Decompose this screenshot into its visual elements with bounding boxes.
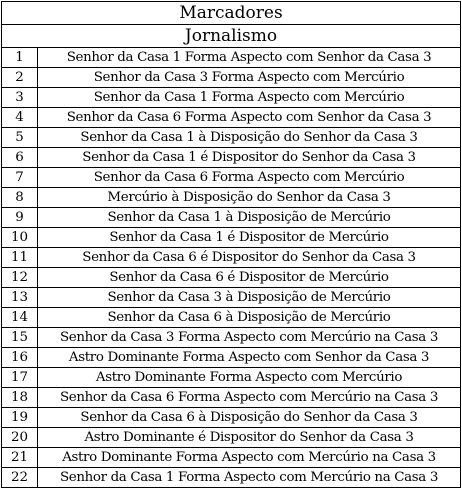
- marker-text: Senhor da Casa 6 Forma Aspecto com Mercúrio na Casa 3: [38, 388, 461, 408]
- marker-text: Senhor da Casa 6 Forma Aspecto com Senhor da Casa 3: [38, 108, 461, 128]
- row-number: 4: [2, 108, 38, 128]
- table-row: [2, 388, 461, 408]
- table-row: [2, 408, 461, 428]
- row-number: 20: [2, 428, 38, 448]
- table-subtitle: Jornalismo: [2, 25, 461, 48]
- row-number: 1: [2, 48, 38, 68]
- marker-text: Senhor da Casa 1 Forma Aspecto com Mercúrio na Casa 3: [38, 468, 461, 488]
- row-number: 11: [2, 248, 38, 268]
- row-number: 17: [2, 368, 38, 388]
- table-row: [2, 168, 461, 188]
- row-number: 15: [2, 328, 38, 348]
- row-number: 9: [2, 208, 38, 228]
- markers-table: [1, 1, 461, 488]
- table-row: [2, 228, 461, 248]
- row-number: 2: [2, 68, 38, 88]
- row-number: 7: [2, 168, 38, 188]
- title-row: [2, 2, 461, 25]
- table-row: [2, 288, 461, 308]
- row-number: 12: [2, 268, 38, 288]
- marker-text: Senhor da Casa 6 é Dispositor de Mercúrio: [38, 268, 461, 288]
- table-row: [2, 248, 461, 268]
- marker-text: Senhor da Casa 3 à Disposição de Mercúrio: [38, 288, 461, 308]
- table-row: [2, 368, 461, 388]
- row-number: 21: [2, 448, 38, 468]
- marker-text: Astro Dominante é Dispositor do Senhor da Casa 3: [38, 428, 461, 448]
- table-row: [2, 268, 461, 288]
- marker-text: Astro Dominante Forma Aspecto com Senhor da Casa 3: [38, 348, 461, 368]
- table-row: [2, 68, 461, 88]
- marker-text: Senhor da Casa 1 é Dispositor do Senhor da Casa 3: [38, 148, 461, 168]
- marker-text: Senhor da Casa 1 Forma Aspecto com Mercúrio: [38, 88, 461, 108]
- marker-text: Senhor da Casa 6 Forma Aspecto com Mercúrio: [38, 168, 461, 188]
- table-row: [2, 348, 461, 368]
- table-row: [2, 88, 461, 108]
- marker-text: Senhor da Casa 6 à Disposição do Senhor da Casa 3: [38, 408, 461, 428]
- row-number: 6: [2, 148, 38, 168]
- marker-text: Senhor da Casa 3 Forma Aspecto com Mercúrio na Casa 3: [38, 328, 461, 348]
- marker-text: Senhor da Casa 1 é Dispositor de Mercúrio: [38, 228, 461, 248]
- subtitle-row: [2, 25, 461, 48]
- row-number: 8: [2, 188, 38, 208]
- marker-text: Astro Dominante Forma Aspecto com Mercúrio: [38, 368, 461, 388]
- marker-text: Senhor da Casa 1 à Disposição de Mercúrio: [38, 208, 461, 228]
- row-number: 10: [2, 228, 38, 248]
- table-row: [2, 308, 461, 328]
- table-row: [2, 188, 461, 208]
- row-number: 13: [2, 288, 38, 308]
- markers-table-body: [2, 2, 461, 488]
- table-row: [2, 128, 461, 148]
- marker-text: Senhor da Casa 6 à Disposição de Mercúrio: [38, 308, 461, 328]
- table-row: [2, 148, 461, 168]
- row-number: 14: [2, 308, 38, 328]
- row-number: 18: [2, 388, 38, 408]
- table-row: [2, 328, 461, 348]
- marker-text: Senhor da Casa 1 à Disposição do Senhor da Casa 3: [38, 128, 461, 148]
- row-number: 3: [2, 88, 38, 108]
- marker-text: Senhor da Casa 1 Forma Aspecto com Senhor da Casa 3: [38, 48, 461, 68]
- row-number: 16: [2, 348, 38, 368]
- table-row: [2, 208, 461, 228]
- table-row: [2, 48, 461, 68]
- table-row: [2, 448, 461, 468]
- table-title: Marcadores: [2, 2, 461, 25]
- marker-text: Senhor da Casa 3 Forma Aspecto com Mercúrio: [38, 68, 461, 88]
- row-number: 22: [2, 468, 38, 488]
- marker-text: Astro Dominante Forma Aspecto com Mercúrio na Casa 3: [38, 448, 461, 468]
- row-number: 19: [2, 408, 38, 428]
- marker-text: Senhor da Casa 6 é Dispositor do Senhor da Casa 3: [38, 248, 461, 268]
- table-row: [2, 468, 461, 488]
- row-number: 5: [2, 128, 38, 148]
- marker-text: Mercúrio à Disposição do Senhor da Casa 3: [38, 188, 461, 208]
- table-row: [2, 108, 461, 128]
- table-row: [2, 428, 461, 448]
